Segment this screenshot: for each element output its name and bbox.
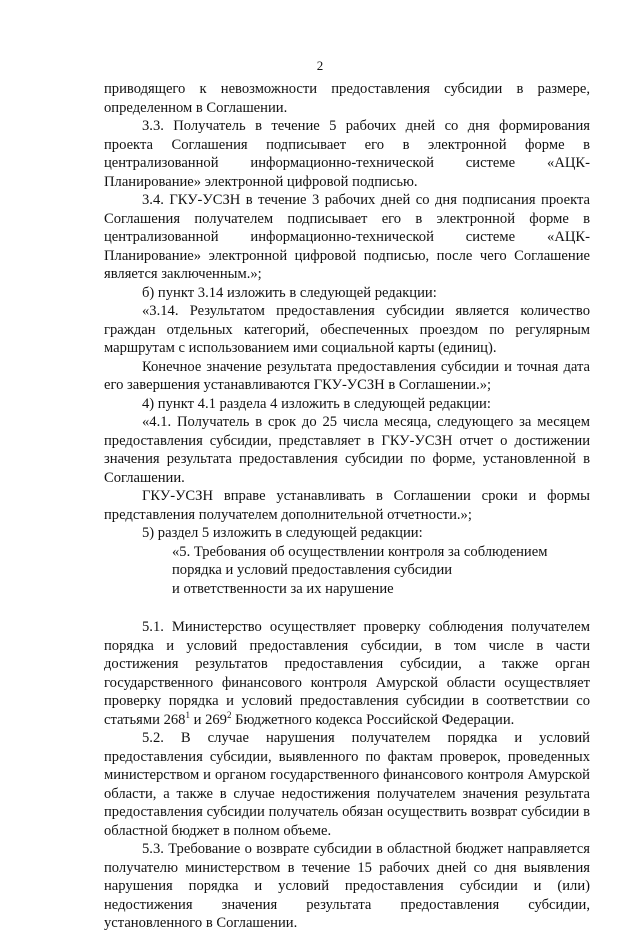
superscript: 2 bbox=[226, 709, 232, 720]
superscript: 1 bbox=[185, 709, 190, 720]
section-heading-line: порядка и условий предоставления субсидии bbox=[172, 562, 453, 578]
page-number: 2 bbox=[316, 58, 324, 73]
paragraph-item-b: б) пункт 3.14 изложить в следующей редакции: bbox=[142, 284, 437, 301]
section-heading-line: «5. Требования об осуществлении контроля за соблюдением bbox=[172, 543, 548, 560]
paragraph-5-1-end: Бюджетного кодекса Российской Федерации. bbox=[231, 711, 515, 728]
paragraph-3-4: 3.4. ГКУ-УСЗН в течение 3 рабочих дней со дня подписания проекта Соглашения получателем подписывает его в электронной форме в централизованной информационно-технической системе «АЦК-Планирование» электронной цифровой подписью, после чего Соглашение является заключенным.»; bbox=[104, 192, 590, 282]
document-body bbox=[104, 80, 590, 933]
paragraph-result-value: Конечное значение результата предоставления субсидии и точная дата его завершения устанавливаются ГКУ-УСЗН в Соглашении.»; bbox=[104, 358, 590, 393]
paragraph-3-14: «3.14. Результатом предоставления субсидии является количество граждан отдельных категорий, обеспеченных проездом по регулярным маршрутам с использованием ими социальной карты (единиц). bbox=[104, 303, 590, 356]
section-heading-line: и ответственности за их нарушение bbox=[172, 580, 394, 597]
spacer bbox=[104, 598, 590, 618]
paragraph-5-1 bbox=[104, 618, 590, 729]
paragraph-continuation: приводящего к невозможности предоставления субсидии в размере, определенном в Соглашении. bbox=[104, 81, 590, 116]
paragraph-5-3: 5.3. Требование о возврате субсидии в областной бюджет направляется получателю министерством в течение 15 рабочих дней со дня выявления нарушения порядка и условий предоставления субсидии и (или) недостижения значения результата предоставления субсидии, установленного в Соглашении. bbox=[104, 841, 590, 931]
paragraph-item-4: 4) пункт 4.1 раздела 4 изложить в следующей редакции: bbox=[142, 395, 491, 412]
paragraph-3-3: 3.3. Получатель в течение 5 рабочих дней со дня формирования проекта Соглашения подписывает его в электронной форме в централизованной информационно-технической системе «АЦК-Планирование» электронной цифровой подписью. bbox=[104, 118, 590, 190]
paragraph-item-5: 5) раздел 5 изложить в следующей редакции: bbox=[142, 525, 423, 541]
paragraph-5-2: 5.2. В случае нарушения получателем порядка и условий предоставления субсидии, выявленного по фактам проверок, проведенных министерством и органом государственного финансового контроля Амурской области, а также в случае недостижения получателем значения результата предоставления субсидии получатель обязан осуществить возврат субсидии в областной бюджет в полном объеме. bbox=[104, 730, 590, 839]
paragraph-5-1-mid: и 269 bbox=[189, 711, 227, 728]
paragraph-4-1: «4.1. Получатель в срок до 25 числа месяца, следующего за месяцем предоставления субсидии, представляет в ГКУ-УСЗН отчет о достижении значения результата предоставления субсидии по форме, установленной в Соглашении. bbox=[104, 414, 590, 486]
paragraph-reporting: ГКУ-УСЗН вправе устанавливать в Соглашении сроки и формы представления получателем дополнительной отчетности.»; bbox=[104, 488, 590, 523]
section-heading bbox=[104, 543, 590, 599]
paragraph-5-1-text: 5.1. Министерство осуществляет проверку соблюдения получателем порядка и условий предоставления субсидии, в том числе в части достижения результатов предоставления субсидии, а также орган государственного финансового контроля Амурской области осуществляет проверку порядка и условий предоставления субсидии в соответствии со статьями 268 bbox=[104, 619, 590, 728]
